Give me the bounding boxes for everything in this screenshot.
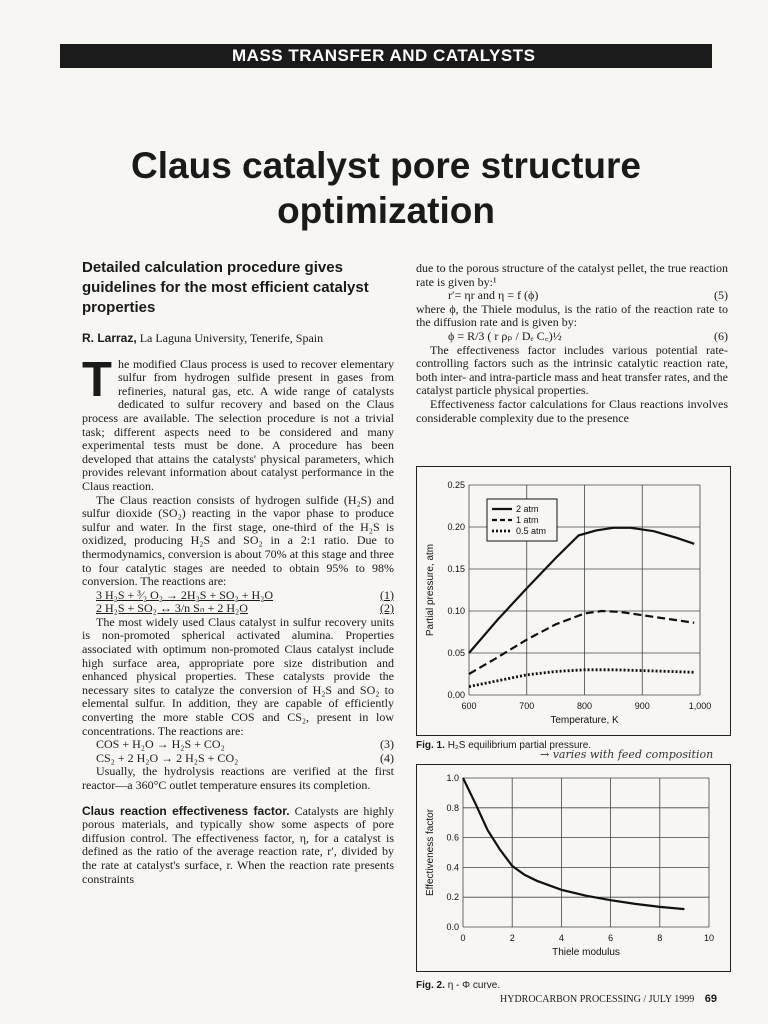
equation-4-number: (4) xyxy=(380,750,394,765)
equation-1-text: 3 H₂S + ³⁄₂ O₂ → 2H₂S + SO₂ + H₂O xyxy=(96,587,274,602)
figure-2-caption xyxy=(416,980,500,991)
fig2-x-tick-label: 4 xyxy=(558,933,564,943)
footer-journal: HYDROCARBON PROCESSING / JULY 1999 xyxy=(500,994,695,1005)
equation-2-text: 2 H₂S + SO₂ ↔ 3/n Sₙ + 2 H₂O xyxy=(96,601,248,616)
equation-2 xyxy=(82,602,394,616)
equation-5 xyxy=(416,289,728,303)
figure-2-caption-text: η - Φ curve. xyxy=(447,980,501,991)
equation-4-text: CS₂ + 2 H₂O → 2 H₂S + CO₂ xyxy=(96,750,239,765)
page-number: 69 xyxy=(704,993,717,1005)
fig2-x-tick-label: 8 xyxy=(657,933,663,943)
figure-1-frame xyxy=(416,466,731,736)
equation-5-number: (5) xyxy=(714,288,728,303)
fig2-series-line-0 xyxy=(463,778,684,909)
figure-1-caption-text: H₂S equilibrium partial pressure. xyxy=(447,740,592,751)
fig1-legend-label: 1 atm xyxy=(516,515,539,525)
handwritten-note: → varies with feed composition xyxy=(540,748,714,761)
byline xyxy=(82,332,394,346)
fig1-series-line-0.5-atm xyxy=(469,670,694,687)
equation-1 xyxy=(82,589,394,603)
fig1-legend-label: 0.5 atm xyxy=(516,526,547,536)
right-column xyxy=(416,262,728,425)
fig1-x-tick-label: 600 xyxy=(461,701,477,711)
equation-6 xyxy=(416,330,728,344)
fig2-x-axis-label: Thiele modulus xyxy=(552,947,620,958)
fig1-x-axis-label: Temperature, K xyxy=(550,715,619,726)
fig1-x-tick-label: 700 xyxy=(519,701,535,711)
fig1-series-line-2-atm xyxy=(469,528,694,653)
figure-1-caption-label: Fig. 1. xyxy=(416,740,445,751)
paragraph-true-rate: due to the porous structure of the catalyst pellet, the true reaction rate is given by:¹ xyxy=(416,261,728,289)
paragraph-effectiveness xyxy=(82,805,394,887)
equation-3 xyxy=(82,738,394,752)
fig1-y-tick-label: 0.10 xyxy=(447,606,465,616)
equation-4 xyxy=(82,752,394,766)
author-affiliation: La Laguna University, Tenerife, Spain xyxy=(139,331,324,345)
page-footer xyxy=(500,993,717,1005)
figure-2-frame xyxy=(416,764,731,972)
article-title-line2: optimization xyxy=(277,190,495,231)
fig2-y-axis-label: Effectiveness factor xyxy=(425,808,436,897)
fig2-y-tick-label: 0.4 xyxy=(446,862,459,873)
equation-2-number: (2) xyxy=(380,601,394,616)
fig1-legend-label: 2 atm xyxy=(516,504,539,514)
paragraph-catalyst: The most widely used Claus catalyst in sulfur recovery units is non-promoted spherical activated alumina. Properties associated with optimum non-promoted Claus catalyst include high surface area, appropriate pore size distribution and enhanced physical properties. These catalysts provide the necessary sites to catalyze the conversion of H₂S and SO₂ to elemental sulfur. In addition, they are capable of efficiently converting the more stable COS and CS₂, present in low concentrations. The reactions are: xyxy=(82,614,394,738)
author-name: R. Larraz, xyxy=(82,331,137,345)
fig2-y-tick-label: 0.8 xyxy=(446,802,459,813)
fig1-x-tick-label: 900 xyxy=(634,701,650,711)
article-title xyxy=(60,143,712,233)
equation-6-number: (6) xyxy=(714,328,728,343)
article-deck: Detailed calculation procedure gives guidelines for the most efficient catalyst properties xyxy=(82,259,369,316)
paragraph-calculations: Effectiveness factor calculations for Claus reactions involves considerable complexity due to the presence xyxy=(416,396,728,425)
section-banner xyxy=(60,44,712,68)
article-title-line1: Claus catalyst pore structure xyxy=(131,145,641,186)
fig1-y-tick-label: 0.00 xyxy=(447,690,465,700)
fig2-x-tick-label: 6 xyxy=(608,933,614,943)
equation-6-text: ϕ = R/3 ( r ρₚ / Dₑ C꜀)½ xyxy=(448,328,562,343)
fig1-y-tick-label: 0.20 xyxy=(447,522,465,532)
figure-2-chart xyxy=(417,765,730,971)
fig1-x-tick-label: 1,000 xyxy=(688,701,712,711)
fig1-x-tick-label: 800 xyxy=(576,701,593,711)
fig2-x-tick-label: 0 xyxy=(460,933,466,943)
figure-2-caption-label: Fig. 2. xyxy=(416,980,445,991)
paragraph-thiele: where ϕ, the Thiele modulus, is the ratio of the reaction rate to the diffusion rate and is given by: xyxy=(416,301,728,330)
left-column xyxy=(82,258,394,886)
figure-1-chart xyxy=(417,467,730,735)
section-banner-text: MASS TRANSFER AND CATALYSTS xyxy=(232,46,536,65)
equation-3-text: COS + H₂O → H₂S + CO₂ xyxy=(96,737,225,752)
fig1-y-axis-label: Partial pressure, atm xyxy=(425,543,436,637)
fig1-y-tick-label: 0.05 xyxy=(447,648,465,658)
drop-cap: T xyxy=(82,352,112,407)
fig2-x-tick-label: 10 xyxy=(703,933,715,943)
paragraph-hydrolysis: Usually, the hydrolysis reactions are verified at the first reactor—a 360°C outlet temperature ensures its completion. xyxy=(82,764,394,792)
paragraph-effectiveness-text: Catalysts are highly porous materials, and typically show some aspects of pore diffusion control. The effectiveness factor, η, for a catalyst is defined as the ratio of the average reaction rate, r′, divided by the rate at catalyst's surface, r. When the reaction rate presents constraints xyxy=(82,803,394,886)
equation-3-number: (3) xyxy=(380,737,394,752)
paragraph-factors: The effectiveness factor includes various potential rate-controlling factors such as the intrinsic catalytic reaction rate, both inter- and intra-particle mass and heat transfer rates, and the catalyst particle physical properties. xyxy=(416,342,728,398)
fig2-y-tick-label: 0.6 xyxy=(446,832,459,843)
paragraph-intro xyxy=(82,352,394,494)
equation-1-number: (1) xyxy=(380,587,394,602)
fig2-x-tick-label: 2 xyxy=(509,933,515,943)
fig2-y-tick-label: 1.0 xyxy=(446,773,459,783)
fig2-y-tick-label: 0.2 xyxy=(446,892,459,903)
equation-5-text: r′= ηr and η = f (ϕ) xyxy=(448,288,539,303)
fig1-series-line-1-atm xyxy=(469,611,694,674)
fig1-y-tick-label: 0.15 xyxy=(447,564,465,574)
fig1-y-tick-label: 0.25 xyxy=(447,480,465,490)
fig2-y-tick-label: 0.0 xyxy=(446,922,459,932)
paragraph-intro-text: he modified Claus process is used to recover elementary sulfur from hydrogen sulfide present in gases from refineries, natural gas, etc. A wide range of catalysts dedicated to sulfur recovery and based on the Claus process are available. The selection procedure is not a trivial task; different aspects need to be considered and many experimental tests must be done. A procedure has been developed that attains the catalysts' physical parameters, which provides relevant information about catalyst performance in the Claus reaction. xyxy=(82,356,394,493)
paragraph-claus-reaction: The Claus reaction consists of hydrogen sulfide (H₂S) and sulfur dioxide (SO₂) reacting in the vapor phase to produce sulfur and water. In the first stage, one-third of the H₂S is oxidized, producing H₂S and SO₂ in a 2:1 ratio. Due to thermodynamics, conversion is about 70% at this stage and three to four catalytic stages are needed to obtain 95% to 98% conversion. The reactions are: xyxy=(82,492,394,589)
subhead-effectiveness: Claus reaction effectiveness factor. xyxy=(82,803,290,818)
